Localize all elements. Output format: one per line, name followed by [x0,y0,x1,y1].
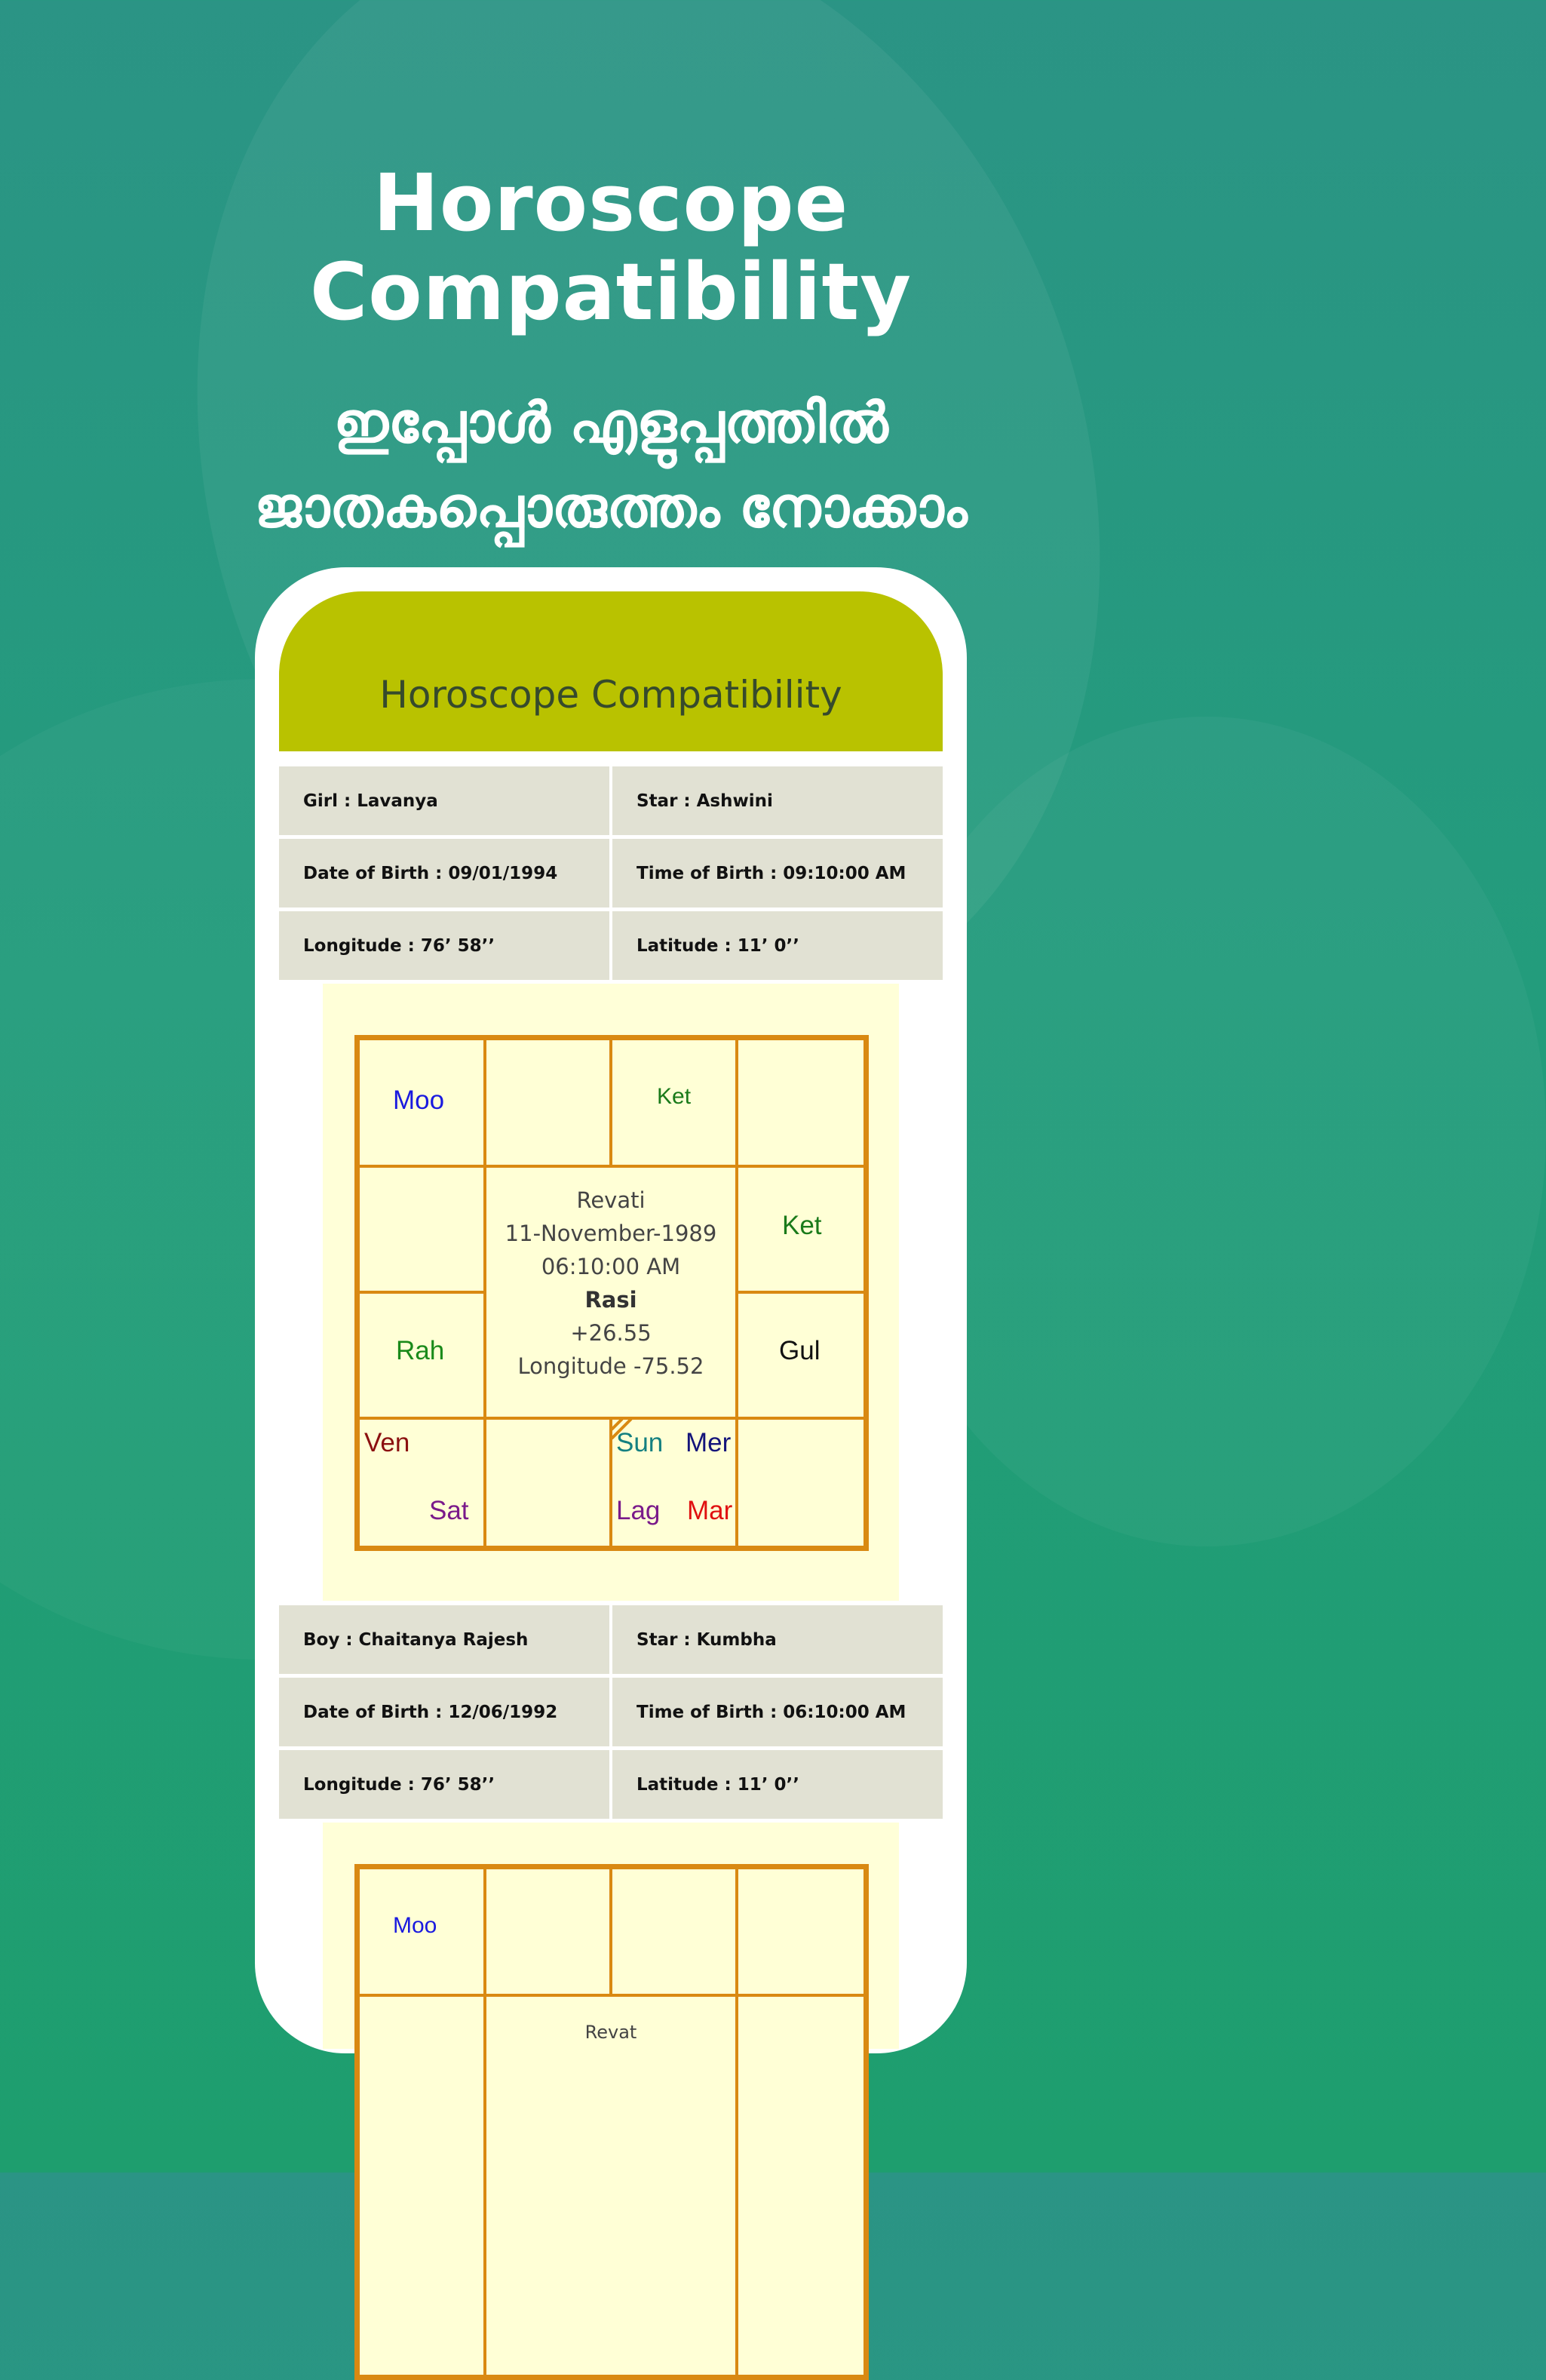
app-header [279,591,943,751]
planet-ket: Ket [782,1211,822,1240]
headline-line-1: Horoscope [373,157,849,249]
boy-center-star: Revat [584,2022,637,2043]
boy-date-of-birth: Date of Birth : 12/06/1992 [279,1678,609,1746]
planet-moo: Moo [393,1913,437,1938]
phone-screen [279,591,943,2043]
girl-star: Star : Ashwini [612,766,943,835]
subline-line-2: ജാതകപ്പൊരുത്തം നോക്കാം [254,475,968,540]
planet-mar: Mar [687,1496,733,1525]
girl-chart-area [323,984,899,1601]
grid-line [483,1869,486,2375]
girl-date-of-birth: Date of Birth : 09/01/1994 [279,839,609,907]
grid-line [609,1040,612,1167]
planet-gul: Gul [779,1336,821,1365]
boy-info-table [279,1605,943,1823]
planet-sun: Sun [616,1428,664,1457]
grid-line [735,1869,738,2375]
center-star: Revati [576,1187,646,1213]
grid-line [609,1869,612,1996]
planet-lag: Lag [616,1496,661,1525]
center-chart-type: Rasi [584,1287,637,1313]
app-title: Horoscope Compatibility [379,673,842,717]
girl-info-table [279,766,943,984]
boy-time-of-birth: Time of Birth : 06:10:00 AM [612,1678,943,1746]
center-time: 06:10:00 AM [541,1254,681,1279]
subline-line-1: ഇപ്പോൾ എളുപ്പത്തിൽ [333,391,888,456]
planet-sat: Sat [429,1496,469,1525]
girl-latitude: Latitude : 11’ 0’’ [612,911,943,980]
girl-time-of-birth: Time of Birth : 09:10:00 AM [612,839,943,907]
planet-mer: Mer [686,1428,732,1457]
boy-latitude: Latitude : 11’ 0’’ [612,1750,943,1819]
table-row [279,766,943,835]
grid-line [360,1291,485,1294]
table-row [279,1750,943,1819]
planet-ket: Ket [657,1084,692,1109]
grid-line [737,1291,863,1294]
boy-longitude: Longitude : 76’ 58’’ [279,1750,609,1819]
girl-longitude: Longitude : 76’ 58’’ [279,911,609,980]
planet-rah: Rah [396,1336,445,1365]
planet-moo: Moo [393,1086,445,1115]
grid-line [360,1165,863,1168]
boy-name: Boy : Chaitanya Rajesh [279,1605,609,1674]
boy-rasi-chart [354,1864,869,2380]
background-shape [867,717,1546,1546]
promo-headline [0,158,1222,336]
phone-frame [255,567,967,2053]
table-row [279,1678,943,1746]
boy-star: Star : Kumbha [612,1605,943,1674]
table-row [279,911,943,980]
center-date: 11-November-1989 [505,1221,717,1246]
table-row [279,1605,943,1674]
planet-ven: Ven [364,1428,410,1457]
chart-center-details [486,1184,735,1383]
headline-line-2: Compatibility [309,246,913,338]
boy-chart-area [323,1823,899,2049]
center-longitude: Longitude -75.52 [517,1353,704,1379]
promo-subline [0,381,1222,550]
girl-name: Girl : Lavanya [279,766,609,835]
grid-line [360,1994,863,1997]
center-value: +26.55 [570,1320,652,1346]
table-row [279,839,943,907]
girl-rasi-chart [354,1035,869,1551]
